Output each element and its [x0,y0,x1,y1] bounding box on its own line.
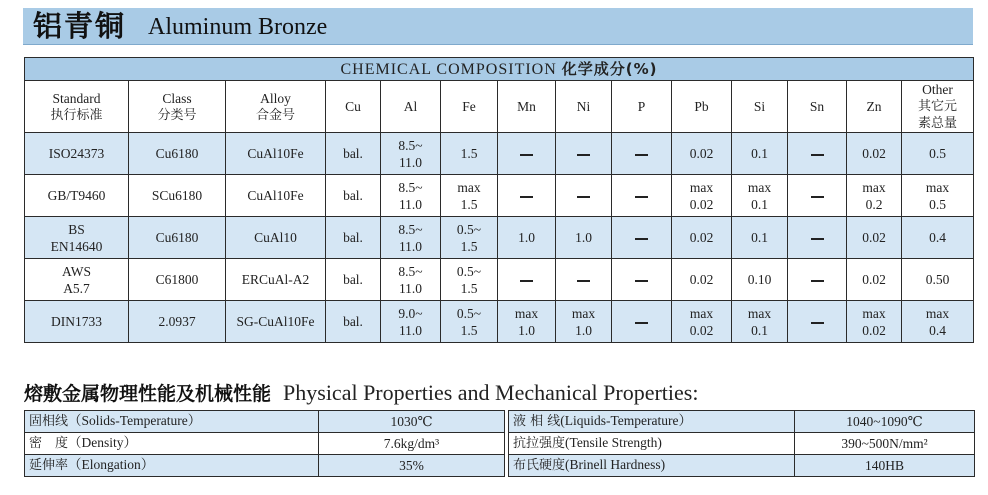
composition-cell: 8.5~ 11.0 [381,175,441,217]
composition-cell: bal. [326,175,381,217]
composition-cell [498,259,556,301]
property-value: 390~500N/mm² [795,433,975,455]
composition-cell: 0.5 [902,133,974,175]
header-en: Standard [52,90,101,106]
composition-row [25,175,974,217]
composition-cell: SG-CuAl10Fe [226,301,326,343]
dash-mark [811,196,824,198]
composition-cell [612,259,672,301]
property-value: 1040~1090℃ [795,411,975,433]
composition-cell: 0.10 [732,259,788,301]
composition-cell: max 1.5 [441,175,498,217]
composition-cell: 8.5~ 11.0 [381,133,441,175]
header-ni [556,81,612,133]
header-en: Si [753,99,766,114]
composition-cell [788,259,847,301]
composition-cell: bal. [326,259,381,301]
property-label-cn: 延伸率 [29,458,69,473]
header-p [612,81,672,133]
dash-mark [811,238,824,240]
composition-cell [612,301,672,343]
composition-cell: 9.0~ 11.0 [381,301,441,343]
property-label [509,433,795,455]
property-label-cn: 固相线 [29,414,69,429]
composition-cell: 0.5~ 1.5 [441,259,498,301]
header-en: Zn [866,99,882,114]
composition-cell: CuAl10Fe [226,175,326,217]
property-label [25,455,319,477]
header-en: P [637,99,646,114]
property-row [509,455,975,477]
composition-cell: max 0.1 [732,175,788,217]
dash-mark [520,280,533,282]
header-si [732,81,788,133]
dash-mark [635,154,648,156]
composition-cell: bal. [326,133,381,175]
dash-mark [635,238,648,240]
header-cn: 其它元 素总量 [917,99,957,131]
composition-cell: 2.0937 [129,301,226,343]
dash-mark [635,196,648,198]
dash-mark [811,154,824,156]
composition-cell: 8.5~ 11.0 [381,217,441,259]
composition-cell: C61800 [129,259,226,301]
composition-cell [612,217,672,259]
property-label-en: （Solids-Temperature） [68,413,202,428]
header-en: Cu [345,99,361,114]
physical-section-title [24,379,698,406]
composition-caption [25,58,974,81]
composition-cell: 0.5~ 1.5 [441,301,498,343]
composition-cell [556,175,612,217]
header-standard [25,81,129,133]
composition-cell: CuAl10Fe [226,133,326,175]
composition-cell: BS EN14640 [25,217,129,259]
composition-cell: 1.0 [498,217,556,259]
dash-mark [811,280,824,282]
dash-mark [811,322,824,324]
composition-header-row [25,81,974,133]
composition-cell: ISO24373 [25,133,129,175]
header-en: Fe [462,99,476,114]
property-label [25,433,319,455]
header-zn [847,81,902,133]
header-fe [441,81,498,133]
header-cn: 执行标准 [50,107,103,123]
composition-cell: 0.5~ 1.5 [441,217,498,259]
composition-cell: max 1.0 [498,301,556,343]
composition-cell: Cu6180 [129,217,226,259]
composition-cell [498,133,556,175]
dash-mark [520,154,533,156]
property-value: 7.6kg/dm³ [319,433,505,455]
header-cn: 合金号 [255,107,295,123]
property-value: 140HB [795,455,975,477]
physical-properties-left-table [24,410,505,477]
property-label-en: (Liquids-Temperature） [560,413,693,428]
dash-mark [577,196,590,198]
composition-cell: Cu6180 [129,133,226,175]
composition-cell [788,217,847,259]
title-banner [23,8,973,45]
composition-caption-en: CHEMICAL COMPOSITION [340,60,557,78]
composition-cell [788,133,847,175]
composition-cell [556,133,612,175]
property-row [509,411,975,433]
property-label [25,411,319,433]
property-label-en: (Brinell Hardness) [565,457,666,472]
header-en: Class [162,90,192,106]
property-label-cn: 抗拉强度 [513,436,566,451]
chemical-composition-table [24,57,974,343]
dash-mark [520,196,533,198]
header-mn [498,81,556,133]
property-value: 35% [319,455,505,477]
header-class [129,81,226,133]
composition-cell: 1.5 [441,133,498,175]
header-en: Al [403,99,418,114]
composition-cell: 0.4 [902,217,974,259]
composition-row [25,301,974,343]
property-label-en: （Elongation） [68,457,155,472]
title-english: Aluminum Bronze [148,14,328,40]
composition-cell: 0.02 [847,259,902,301]
composition-cell: 0.02 [847,217,902,259]
composition-cell: CuAl10 [226,217,326,259]
composition-cell [788,301,847,343]
property-label [509,455,795,477]
dash-mark [635,280,648,282]
composition-cell: ERCuAl-A2 [226,259,326,301]
composition-cell: 0.02 [672,133,732,175]
dash-mark [577,280,590,282]
composition-cell: max 0.02 [672,175,732,217]
header-en: Other [922,82,953,97]
composition-cell: max 0.5 [902,175,974,217]
composition-cell [788,175,847,217]
composition-cell: GB/T9460 [25,175,129,217]
header-en: Ni [576,99,591,114]
composition-row [25,217,974,259]
composition-cell: 0.1 [732,217,788,259]
dash-mark [577,154,590,156]
property-label-cn: 液 相 线 [513,414,561,429]
composition-caption-cn: 化学成分(%) [561,59,658,78]
property-label-en: （Density） [68,435,138,450]
physical-title-cn: 熔敷金属物理性能及机械性能 [24,383,272,405]
composition-cell [556,259,612,301]
composition-cell: 0.02 [672,217,732,259]
property-label [509,411,795,433]
property-label-en: (Tensile Strength) [565,435,662,450]
composition-cell: max 1.0 [556,301,612,343]
composition-cell: 0.02 [672,259,732,301]
composition-row [25,259,974,301]
property-row [25,455,505,477]
property-row [25,411,505,433]
header-alloy [226,81,326,133]
header-other [902,81,974,133]
composition-cell: max 0.02 [672,301,732,343]
header-cu [326,81,381,133]
title-chinese: 铝青铜 [33,9,127,43]
property-row [509,433,975,455]
header-en: Pb [694,99,709,114]
composition-row [25,133,974,175]
composition-cell: max 0.02 [847,301,902,343]
header-sn [788,81,847,133]
header-en: Sn [809,99,825,114]
property-label-cn: 布氏硬度 [513,458,566,473]
physical-title-en: Physical Properties and Mechanical Properties: [283,380,699,405]
composition-cell [498,175,556,217]
composition-cell: AWS A5.7 [25,259,129,301]
header-pb [672,81,732,133]
composition-cell: max 0.2 [847,175,902,217]
property-label-cn: 密 度 [29,436,69,451]
property-value: 1030℃ [319,411,505,433]
composition-cell: SCu6180 [129,175,226,217]
composition-cell [612,133,672,175]
composition-cell: max 0.1 [732,301,788,343]
composition-cell: 0.1 [732,133,788,175]
property-row [25,433,505,455]
composition-cell: 1.0 [556,217,612,259]
header-cn: 分类号 [157,107,197,123]
header-en: Alloy [260,90,291,106]
composition-cell: bal. [326,301,381,343]
physical-properties-right-table [508,410,975,477]
composition-cell: 8.5~ 11.0 [381,259,441,301]
composition-cell: DIN1733 [25,301,129,343]
dash-mark [635,322,648,324]
composition-cell: 0.50 [902,259,974,301]
composition-cell [612,175,672,217]
composition-cell: bal. [326,217,381,259]
header-en: Mn [517,99,536,114]
composition-cell: max 0.4 [902,301,974,343]
header-al [381,81,441,133]
composition-cell: 0.02 [847,133,902,175]
